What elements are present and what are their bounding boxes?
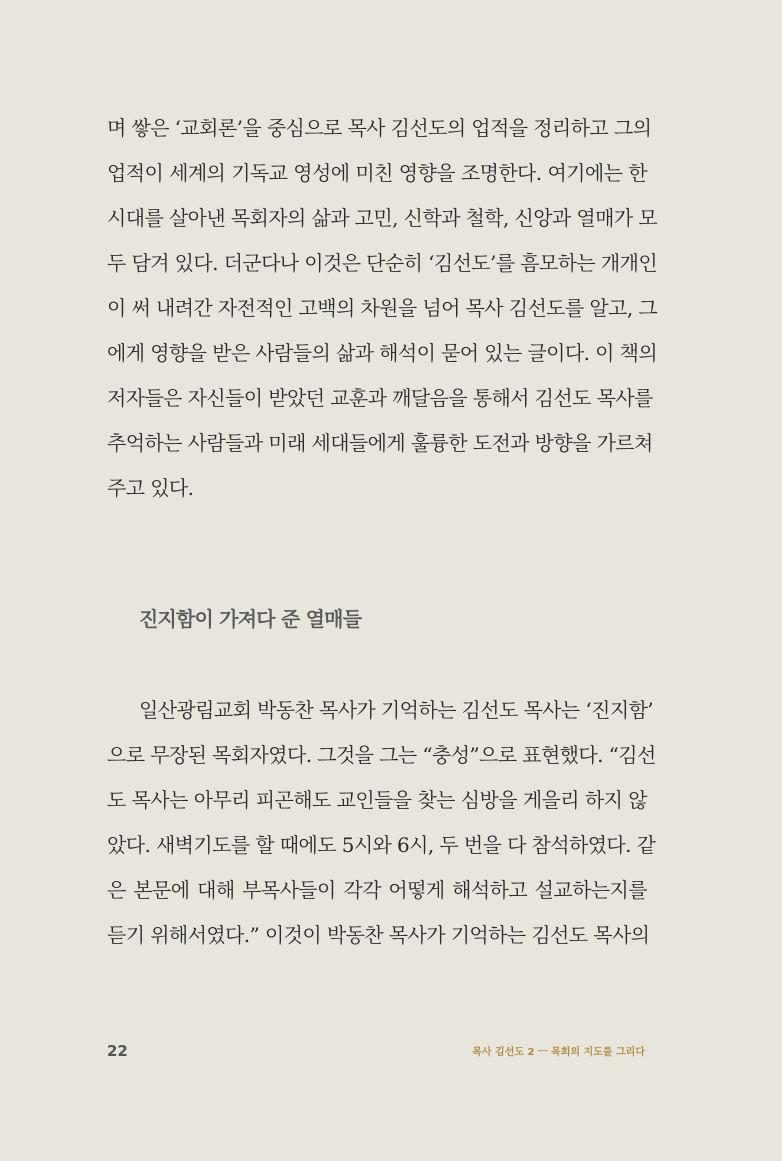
text-line: 며 쌓은 ‘교회론’을 중심으로 목사 김선도의 업적을 정리하고 그의: [107, 116, 652, 140]
text-line: 추억하는 사람들과 미래 세대들에게 훌륭한 도전과 방향을 가르쳐: [107, 431, 653, 455]
text-line: 았다. 새벽기도를 할 때에도 5시와 6시, 두 번을 다 참석하였다. 같: [107, 833, 656, 857]
text-line: 저자들은 자신들이 받았던 교훈과 깨달음을 통해서 김선도 목사를: [107, 386, 653, 410]
text-line: 도 목사는 아무리 피곤해도 교인들을 찾는 심방을 게을리 하지 않: [107, 788, 647, 812]
text-line: 이 써 내려간 자전적인 고백의 차원을 넘어 목사 김선도를 알고, 그: [107, 296, 658, 320]
text-line: 일산광림교회 박동찬 목사가 기억하는 김선도 목사는 ‘진지함’: [139, 698, 654, 722]
text-line: 두 담겨 있다. 더군다나 이것은 단순히 ‘김선도’를 흠모하는 개개인: [107, 251, 658, 275]
text-line: 주고 있다.: [107, 476, 194, 500]
text-line: 시대를 살아낸 목회자의 삶과 고민, 신학과 철학, 신앙과 열매가 모: [107, 206, 658, 230]
text-line: 은 본문에 대해 부목사들이 각각 어떻게 해석하고 설교하는지를: [107, 878, 647, 902]
text-line: 업적이 세계의 기독교 영성에 미친 영향을 조명한다. 여기에는 한: [107, 161, 647, 185]
text-line: 듣기 위해서였다.” 이것이 박동찬 목사가 기억하는 김선도 목사의: [107, 923, 650, 947]
section-heading: 진지함이 가져다 준 열매들: [139, 607, 362, 631]
text-line: 으로 무장된 목회자였다. 그것을 그는 “충성”으로 표현했다. “김선: [107, 743, 656, 767]
running-head: 목사 김선도 2 ㅡ 목회의 지도를 그리다: [472, 1047, 645, 1058]
text-line: 에게 영향을 받은 사람들의 삶과 해석이 묻어 있는 글이다. 이 책의: [107, 341, 658, 365]
page-number: 22: [107, 1042, 128, 1060]
